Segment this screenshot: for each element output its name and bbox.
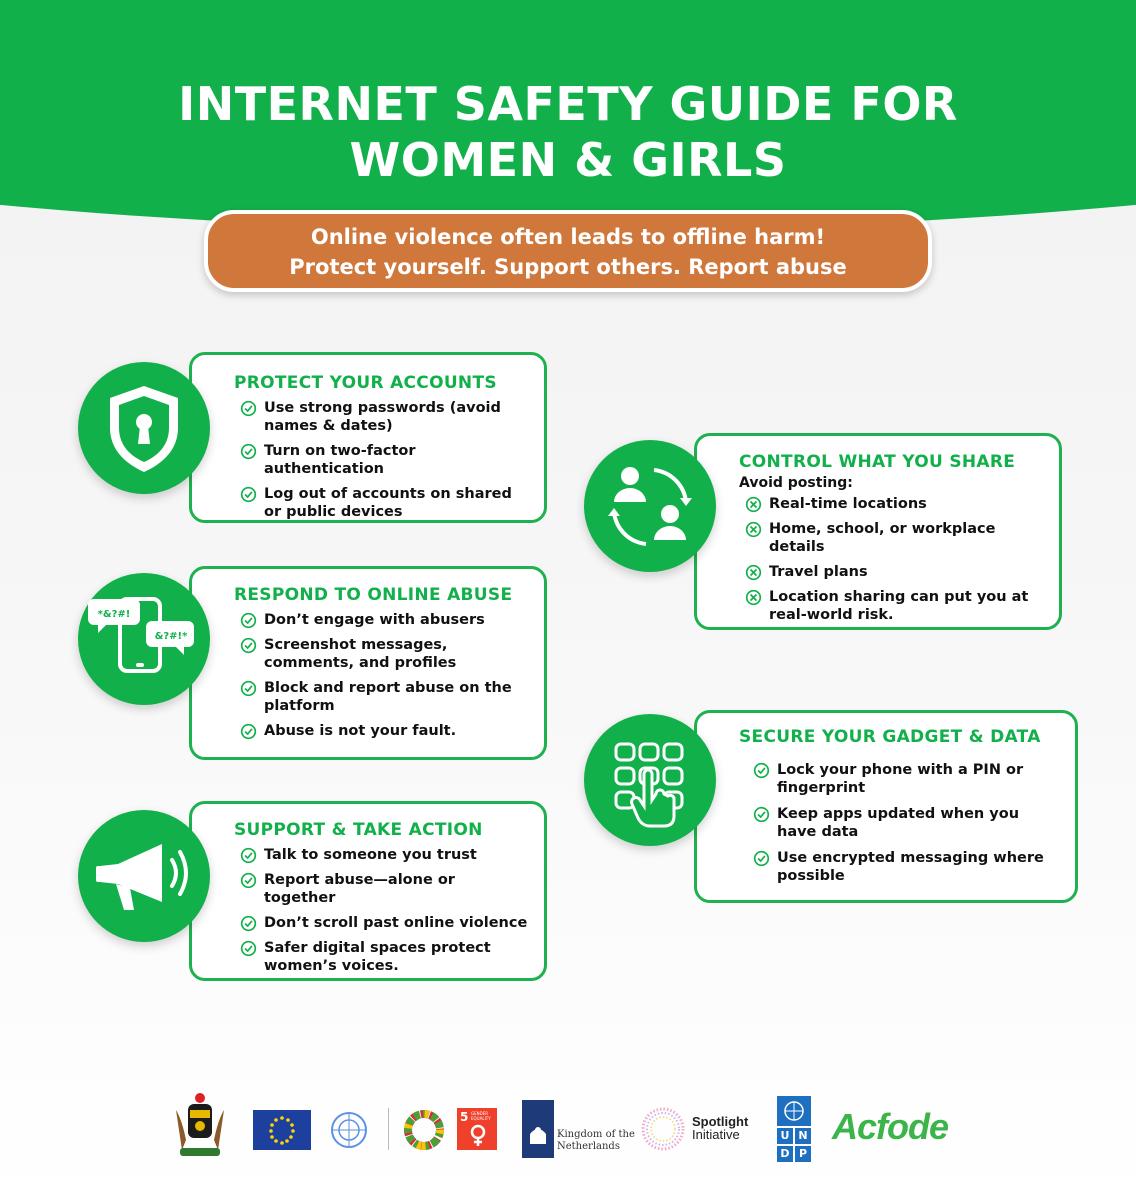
bubble-text-1: *&?#! [97,609,131,620]
un-emblem-logo [324,1108,374,1158]
list-item: Home, school, or workplace details [739,520,1045,556]
respond-abuse-card [189,566,547,760]
megaphone-icon [78,810,210,942]
list-item: Screenshot messages, comments, and profiles [234,636,530,672]
x-circle-icon [745,589,762,606]
check-icon [240,637,257,654]
protect-accounts-title: PROTECT YOUR ACCOUNTS [234,373,497,393]
list-item: Safer digital spaces protect women’s voices. [234,939,530,975]
list-item: Abuse is not your fault. [234,722,530,740]
phone-chat-icon [78,573,210,705]
sdg5-gender-equality-logo [457,1108,497,1150]
divider [388,1108,389,1150]
x-circle-icon [745,564,762,581]
keypad-touch-icon [584,714,716,846]
banner-line-2: Protect yourself. Support others. Report abuse [289,255,847,279]
check-icon [240,915,257,932]
acfode-logo: Acfode [832,1106,949,1147]
page-title [0,76,1136,188]
shield-lock-icon [78,362,210,494]
spotlight-ring-logo [638,1104,688,1158]
protect-accounts-card [189,352,547,523]
list-item: Block and report abuse on the platform [234,679,530,715]
support-action-card [189,801,547,981]
control-share-subtitle: Avoid posting: [739,475,853,491]
check-icon [240,612,257,629]
sdg-wheel-logo [402,1108,446,1156]
title-line-1: INTERNET SAFETY GUIDE FOR [178,77,958,131]
check-icon [753,762,770,779]
check-icon [240,443,257,460]
check-icon [240,486,257,503]
check-icon [240,872,257,889]
check-icon [240,400,257,417]
list-item: Use encrypted messaging where possible [747,849,1061,885]
secure-gadget-card [694,710,1078,903]
netherlands-logo-text: Kingdom of the Netherlands [557,1129,635,1152]
secure-gadget-title: SECURE YOUR GADGET & DATA [739,727,1041,747]
uganda-coat-of-arms-logo [170,1090,230,1166]
respond-abuse-title: RESPOND TO ONLINE ABUSE [234,585,513,605]
x-circle-icon [745,496,762,513]
list-item: Turn on two-factor authentication [234,442,530,478]
list-item: Log out of accounts on shared or public devices [234,485,530,521]
list-item: Report abuse—alone or together [234,871,530,907]
control-share-list [739,495,1045,624]
list-item: Keep apps updated when you have data [747,805,1061,841]
check-icon [240,723,257,740]
share-exchange-icon [584,440,716,572]
check-icon [240,680,257,697]
bubble-text-2: &?#!* [154,631,188,642]
list-item: Don’t scroll past online violence [234,914,530,932]
check-icon [753,850,770,867]
support-action-title: SUPPORT & TAKE ACTION [234,820,483,840]
undp-logo: U N D P [777,1096,811,1162]
control-share-card [694,433,1062,630]
protect-accounts-list [234,399,530,521]
partner-logos [0,1090,1136,1170]
spotlight-logo-text: Spotlight Initiative [692,1114,749,1142]
eu-flag-logo [253,1110,311,1150]
banner-line-1: Online violence often leads to offline harm! [310,225,826,249]
check-icon [753,806,770,823]
warning-banner [204,210,932,292]
list-item: Location sharing can put you at real-world risk. [739,588,1045,624]
list-item: Real-time locations [739,495,1045,513]
support-action-list [234,846,530,975]
check-icon [240,847,257,864]
list-item: Use strong passwords (avoid names & dates) [234,399,530,435]
sdg5-number: 5 [460,1110,469,1124]
list-item: Talk to someone you trust [234,846,530,864]
sdg5-label: GENDER EQUALITY [471,1111,491,1121]
secure-gadget-list [739,761,1061,885]
list-item: Lock your phone with a PIN or fingerprint [747,761,1061,797]
list-item: Travel plans [739,563,1045,581]
title-line-2: WOMEN & GIRLS [349,133,787,187]
respond-abuse-list [234,611,530,740]
control-share-title: CONTROL WHAT YOU SHARE [739,452,1016,472]
x-circle-icon [745,521,762,538]
list-item: Don’t engage with abusers [234,611,530,629]
netherlands-logo [522,1100,554,1158]
check-icon [240,940,257,957]
